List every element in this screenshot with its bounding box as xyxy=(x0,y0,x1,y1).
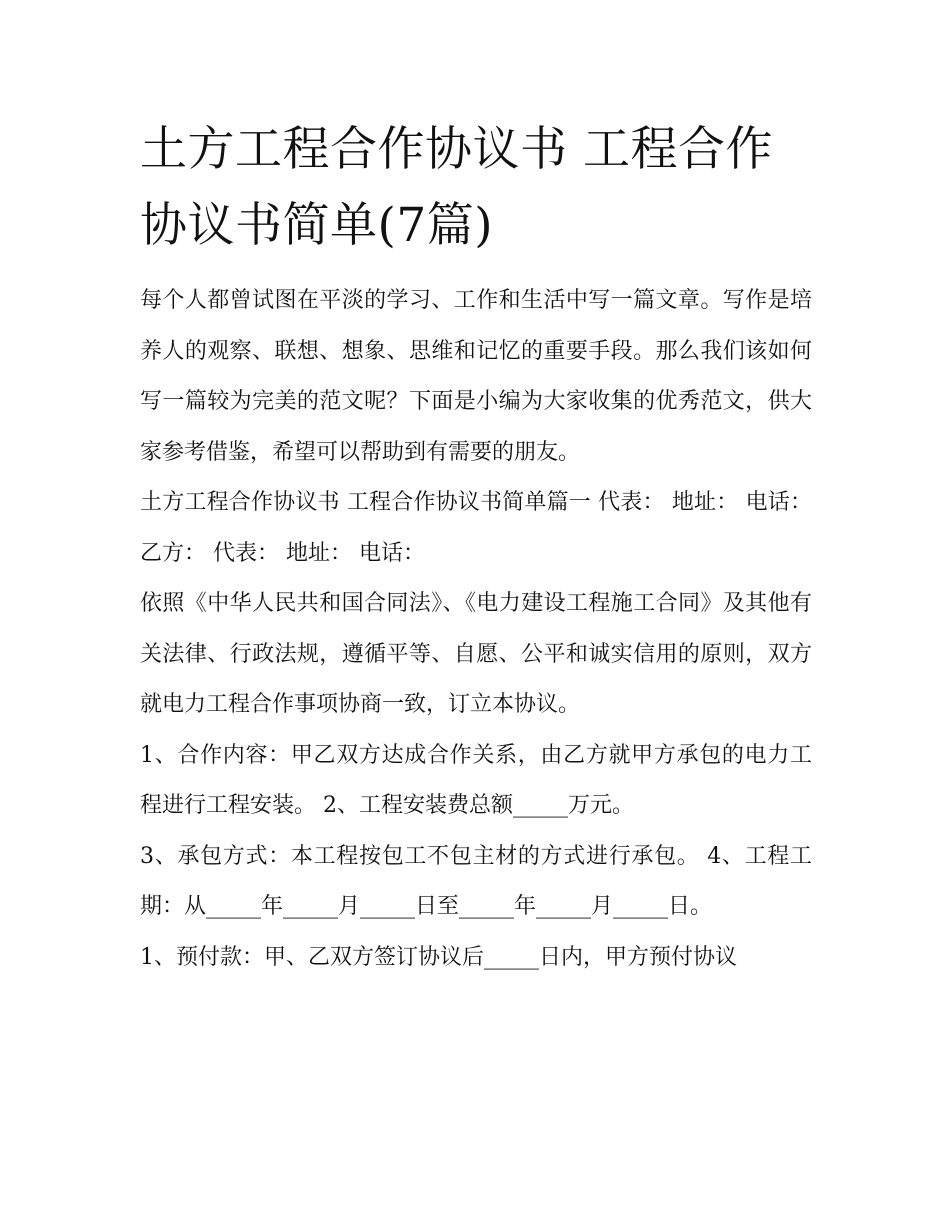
clause-payment-paragraph: 1、预付款：甲、乙双方签订协议后_____日内，甲方预付协议 xyxy=(140,944,737,970)
intro-paragraph: 每个人都曾试图在平淡的学习、工作和生活中写一篇文章。写作是培养人的观察、联想、想象、思维和记忆的重要手段。那么我们该如何写一篇较为完美的范文呢？下面是小编为大家收集的优秀范文，供大家参考借鉴，希望可以帮助到有需要的朋友。 xyxy=(140,288,812,465)
parties-paragraph: 土方工程合作协议书 工程合作协议书简单篇一 代表： 地址： 电话： 乙方： 代表： 地址： 电话： xyxy=(140,490,812,566)
document-page xyxy=(140,112,812,983)
document-title: 土方工程合作协议书 工程合作协议书简单(7篇) xyxy=(140,122,773,253)
clause-content-paragraph: 1、合作内容：甲乙双方达成合作关系，由乙方就甲方承包的电力工程进行工程安装。 2、工程安装费总额_____万元。 xyxy=(140,742,812,818)
clause-method-paragraph: 3、承包方式：本工程按包工不包主材的方式进行承包。 4、工程工期：从_____年_____月_____日至_____年_____月_____日。 xyxy=(140,843,812,919)
legal-basis-paragraph: 依照《中华人民共和国合同法》、《电力建设工程施工合同》及其他有关法律、行政法规，遵循平等、自愿、公平和诚实信用的原则，双方就电力工程合作事项协商一致，订立本协议。 xyxy=(140,591,812,717)
